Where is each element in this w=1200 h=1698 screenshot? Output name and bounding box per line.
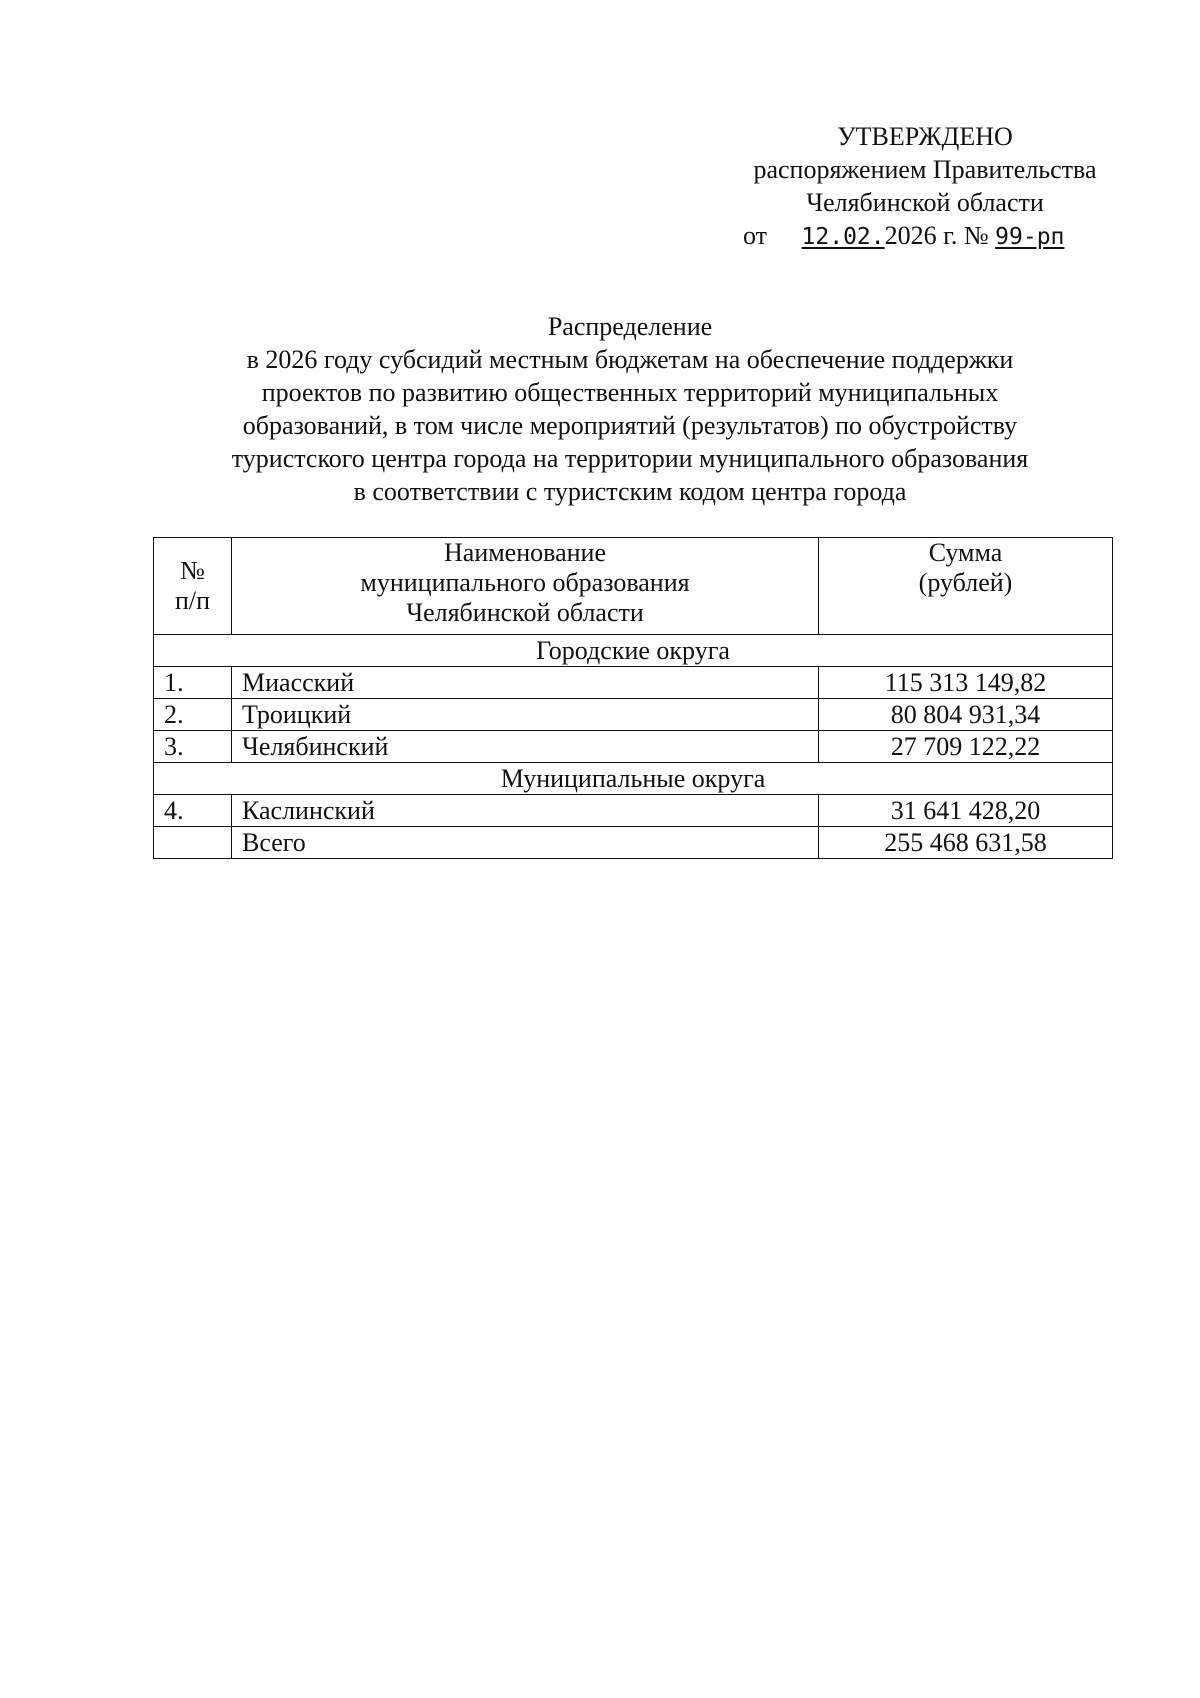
row-name: Миасский [232, 667, 819, 699]
section-row [154, 763, 1113, 795]
approval-date-line [735, 219, 1115, 254]
distribution-table [153, 537, 1113, 859]
title-line: образований, в том числе мероприятий (результатов) по обустройству [242, 411, 1018, 440]
row-sum: 80 804 931,34 [819, 699, 1113, 731]
approval-date-prefix: от [743, 221, 768, 250]
header-sum: Сумма (рублей) [819, 538, 1113, 635]
row-name: Каслинский [232, 795, 819, 827]
total-sum: 255 468 631,58 [819, 827, 1113, 859]
header-number: № п/п [154, 538, 232, 635]
approval-region: Челябинской области [806, 188, 1044, 217]
title-line: в 2026 году субсидий местным бюджетам на обеспечение поддержки [246, 345, 1014, 374]
section-row [154, 635, 1113, 667]
row-sum: 27 709 122,22 [819, 731, 1113, 763]
row-name: Троицкий [232, 699, 819, 731]
document-title [150, 310, 1110, 508]
title-line: в соответствии с туристским кодом центра города [353, 477, 907, 506]
approval-number-value: 99-рп [995, 224, 1065, 250]
approval-issuer: распоряжением Правительства [753, 155, 1097, 184]
approval-heading: УТВЕРЖДЕНО [837, 122, 1013, 151]
header-municipality: Наименование муниципального образования Челябинской области [232, 538, 819, 635]
row-number: 4. [154, 795, 232, 827]
row-number: 3. [154, 731, 232, 763]
row-sum: 115 313 149,82 [819, 667, 1113, 699]
total-label: Всего [232, 827, 819, 859]
approval-date-value: 12.02. [801, 224, 885, 250]
table-row [154, 699, 1113, 731]
approval-date-year: 2026 г. № [884, 221, 989, 250]
row-number: 1. [154, 667, 232, 699]
table-row [154, 667, 1113, 699]
section-title: Муниципальные округа [154, 763, 1113, 795]
row-number: 2. [154, 699, 232, 731]
title-line: Распределение [547, 312, 713, 341]
approval-block [735, 120, 1115, 254]
total-number [154, 827, 232, 859]
row-name: Челябинский [232, 731, 819, 763]
title-line: проектов по развитию общественных территорий муниципальных [261, 378, 999, 407]
table-row [154, 731, 1113, 763]
title-line: туристского центра города на территории муниципального образования [231, 444, 1029, 473]
table-header-row [154, 538, 1113, 635]
row-sum: 31 641 428,20 [819, 795, 1113, 827]
total-row [154, 827, 1113, 859]
table-row [154, 795, 1113, 827]
section-title: Городские округа [154, 635, 1113, 667]
